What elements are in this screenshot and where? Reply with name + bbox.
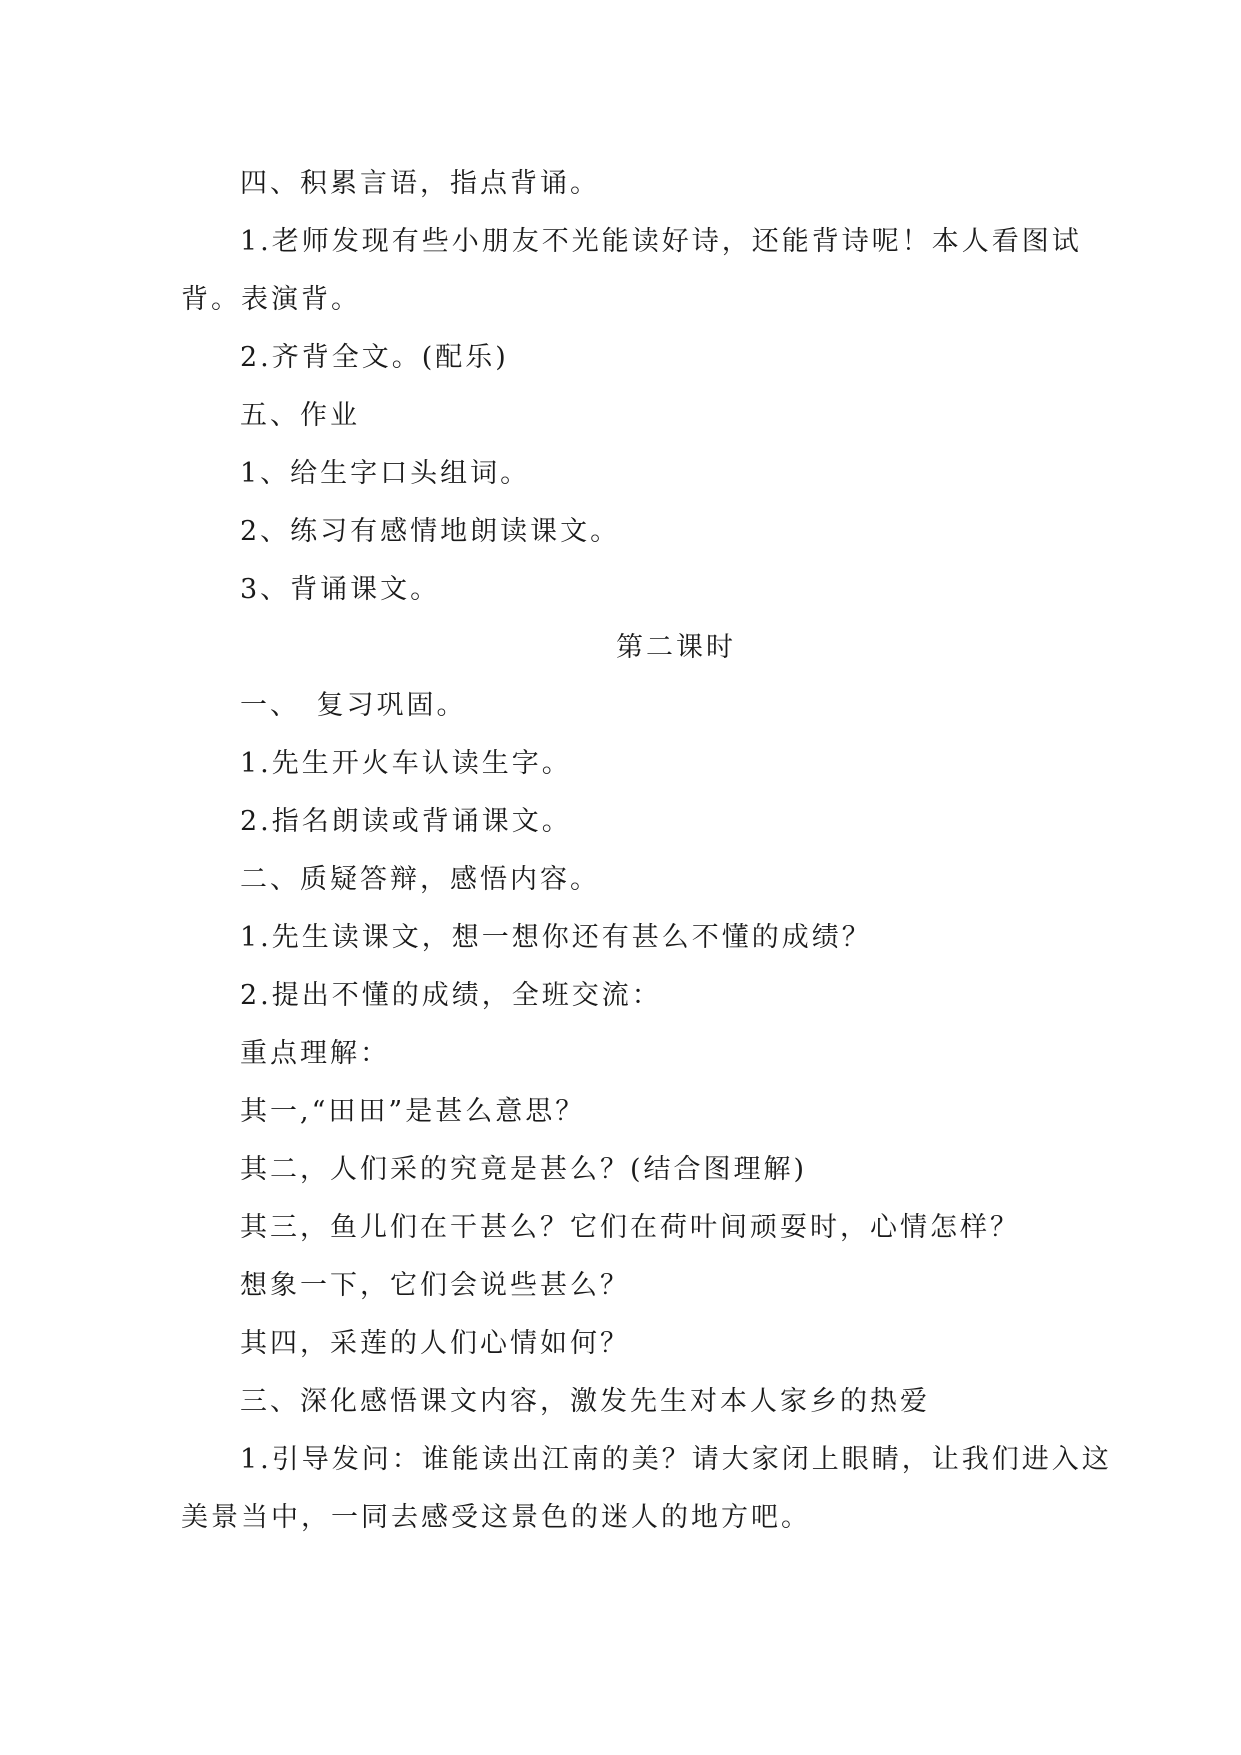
- section-heading-one: 一、 复习巩固。: [240, 690, 467, 721]
- paragraph-line: 2.提出不懂的成绩，全班交流：: [240, 980, 662, 1011]
- paragraph-line: 2.指名朗读或背诵课文。: [240, 806, 572, 837]
- paragraph-line: 1.老师发现有些小朋友不光能读好诗，还能背诗呢！本人看图试: [240, 226, 1082, 257]
- paragraph-line: 想象一下，它们会说些甚么？: [240, 1270, 630, 1301]
- paragraph-line: 2.齐背全文。(配乐): [240, 342, 509, 373]
- section-heading-three: 三、深化感悟课文内容，激发先生对本人家乡的热爱: [240, 1386, 930, 1417]
- paragraph-line: 其一,“田田”是甚么意思？: [240, 1096, 586, 1127]
- paragraph-line: 重点理解：: [240, 1038, 390, 1069]
- list-item: 3、背诵课文。: [240, 574, 441, 605]
- section-heading-four: 四、积累言语，指点背诵。: [240, 168, 600, 199]
- paragraph-line: 1.先生开火车认读生字。: [240, 748, 572, 779]
- lesson-title: 第二课时: [616, 632, 736, 663]
- section-heading-two: 二、质疑答辩，感悟内容。: [240, 864, 600, 895]
- paragraph-line: 背。表演背。: [181, 284, 361, 315]
- list-item: 2、练习有感情地朗读课文。: [240, 516, 621, 547]
- list-item: 1、给生字口头组词。: [240, 458, 531, 489]
- paragraph-line: 美景当中，一同去感受这景色的迷人的地方吧。: [181, 1502, 811, 1533]
- paragraph-line: 其四，采莲的人们心情如何？: [240, 1328, 630, 1359]
- paragraph-line: 其二，人们采的究竟是甚么？(结合图理解): [240, 1154, 808, 1185]
- paragraph-line: 其三，鱼儿们在干甚么？它们在荷叶间顽耍时，心情怎样？: [240, 1212, 1020, 1243]
- section-heading-five: 五、作业: [240, 400, 360, 431]
- paragraph-line: 1.引导发问：谁能读出江南的美？请大家闭上眼睛，让我们进入这: [240, 1444, 1112, 1475]
- paragraph-line: 1.先生读课文，想一想你还有甚么不懂的成绩？: [240, 922, 872, 953]
